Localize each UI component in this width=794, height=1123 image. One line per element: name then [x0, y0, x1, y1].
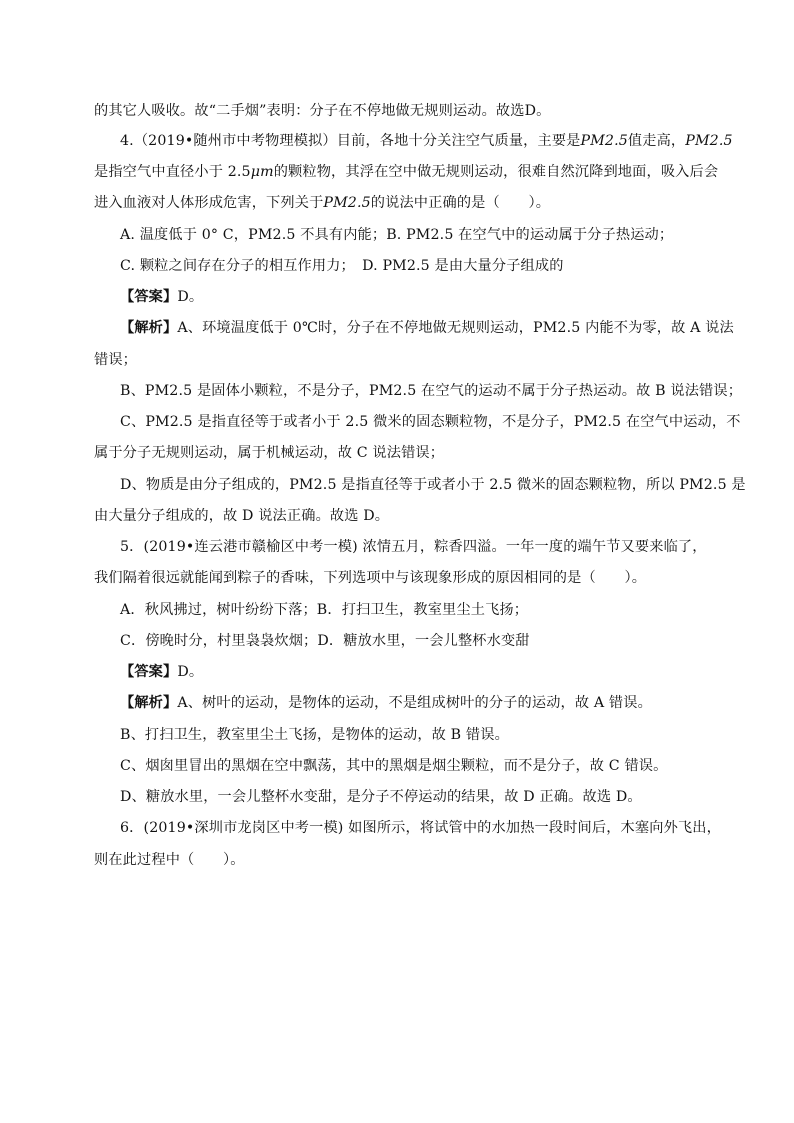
analysis-line: B、打扫卫生，教室里尘土飞扬，是物体的运动，故 B 错误。 [120, 727, 509, 743]
analysis-line: 【解析】A、树叶的运动，是物体的运动，不是组成树叶的分子的运动，故 A 错误。 [120, 695, 652, 711]
analysis-line: D、糖放水里，一会儿整杯水变甜，是分子不停运动的结果，故 D 正确。故选 D。 [120, 789, 642, 805]
option-line: C. 颗粒之间存在分子的相互作用力； D. PM2.5 是由大量分子组成的 [120, 258, 564, 274]
analysis-line: C、PM2.5 是指直径等于或者小于 2.5 微米的固态颗粒物，不是分子，PM2.5 在空气中运动，不 [120, 414, 741, 430]
question-6-line-1: 6．(2019•深圳市龙岗区中考一模) 如图所示，将试管中的水加热一段时间后，木塞向外飞出， [120, 820, 721, 836]
question-6-line-2: 则在此过程中（ ）。 [94, 852, 245, 868]
answer-line: 【答案】D。 [120, 664, 204, 680]
option-line: A. 温度低于 0° C，PM2.5 不具有内能；B. PM2.5 在空气中的运动属于分子热运动； [120, 227, 674, 243]
question-5-line-2: 我们隔着很远就能闻到粽子的香味，下列选项中与该现象形成的原因相同的是（ ）。 [94, 570, 647, 586]
analysis-line: C、烟囱里冒出的黑烟在空中飘荡，其中的黑烟是烟尘颗粒，而不是分子，故 C 错误。 [120, 758, 668, 774]
analysis-line: 属于分子无规则运动，属于机械运动，故 C 说法错误； [94, 445, 445, 461]
analysis-line: D、物质是由分子组成的，PM2.5 是指直径等于或者小于 2.5 微米的固态颗粒物，所以 PM2.5 是 [120, 477, 746, 493]
question-5-line-1: 5．(2019•连云港市赣榆区中考一模) 浓情五月，粽香四溢。一年一度的端午节又要来临了， [120, 539, 707, 555]
analysis-line: B、PM2.5 是固体小颗粒，不是分子，PM2.5 在空气的运动不属于分子热运动。故 B 说法错误； [120, 383, 743, 399]
analysis-line: 【解析】A、环境温度低于 0℃时，分子在不停地做无规则运动，PM2.5 内能不为零，故 A 说法 [120, 320, 734, 336]
analysis-line: 错误； [94, 352, 138, 368]
question-4-line-1: 4.（2019•随州市中考物理模拟）目前，各地十分关注空气质量，主要是PM2.5值走高，PM2.5 [120, 133, 733, 149]
text-line: 的其它人吸收。故“二手烟”表明：分子在不停地做无规则运动。故选D。 [94, 103, 551, 119]
question-4-line-2: 是指空气中直径小于 2.5μm的颗粒物，其浮在空中做无规则运动，很难自然沉降到地面，吸入后会 [94, 164, 719, 180]
analysis-line: 由大量分子组成的，故 D 说法正确。故选 D。 [94, 508, 390, 524]
answer-line: 【答案】D。 [120, 289, 204, 305]
option-line: C．傍晚时分，村里袅袅炊烟；D．糖放水里，一会儿整杯水变甜 [120, 633, 530, 649]
option-line: A．秋风拂过，树叶纷纷下落；B．打扫卫生，教室里尘土飞扬； [120, 602, 529, 618]
question-4-line-3: 进入血液对人体形成危害，下列关于PM2.5的说法中正确的是（ ）。 [94, 195, 551, 211]
